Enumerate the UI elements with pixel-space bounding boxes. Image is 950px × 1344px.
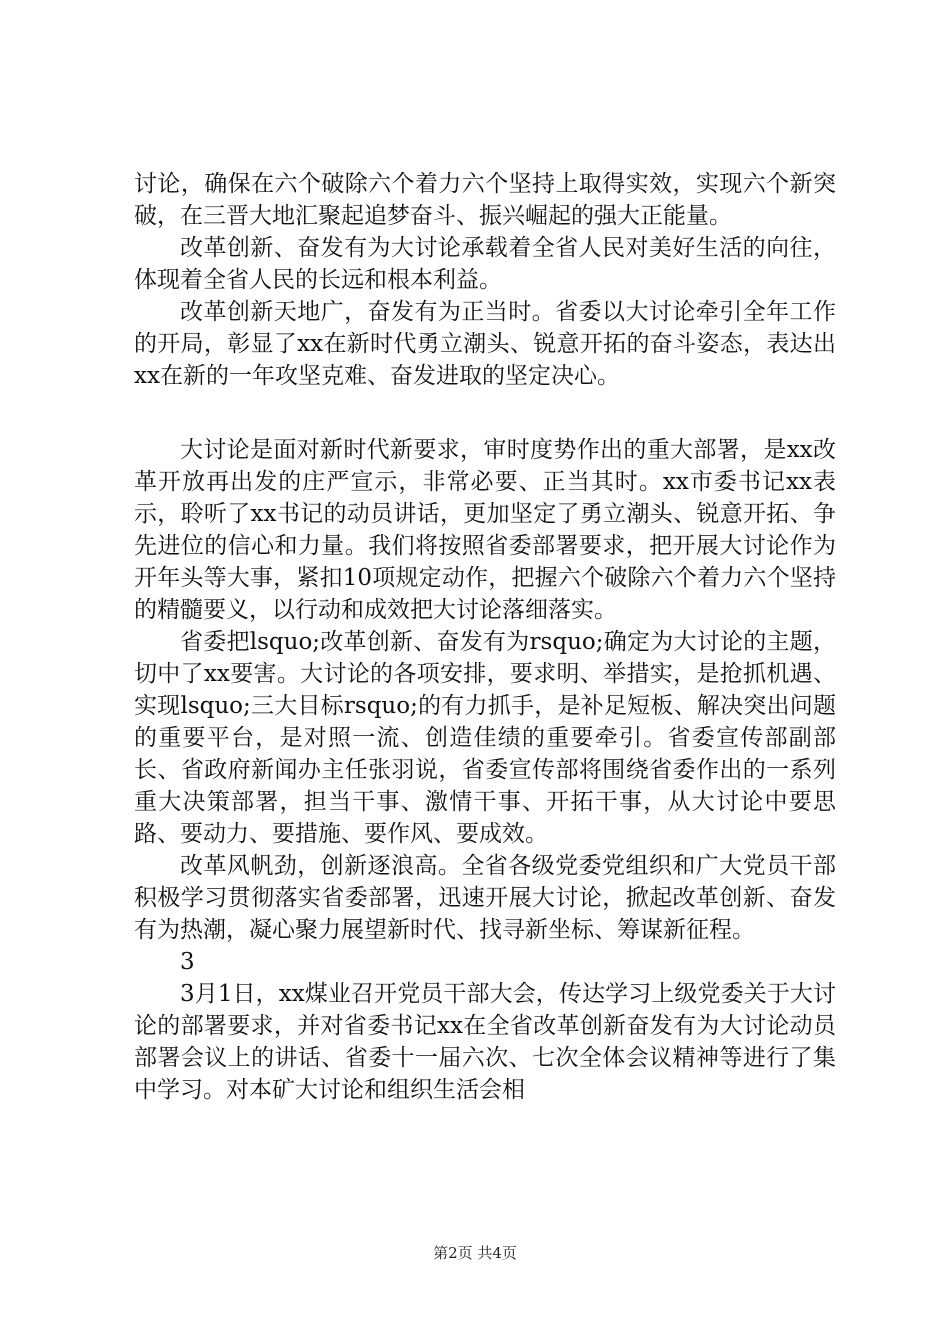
paragraph-6: 改革风帆劲，创新逐浪高。全省各级党委党组织和广大党员干部积极学习贯彻落实省委部署，迅速开展大讨论，掀起改革创新、奋发有为热潮，凝心聚力展望新时代、找寻新坐标、筹谋新征程。 xyxy=(134,853,836,943)
paragraph-8: 3月1日，xx煤业召开党员干部大会，传达学习上级党委关于大讨论的部署要求，并对省委书记xx在全省改革创新奋发有为大讨论动员部署会议上的讲话、省委十一届六次、七次全体会议精神等进行了集中学习。对本矿大讨论和组织生活会相 xyxy=(134,981,836,1103)
page-footer: 第2页 共4页 xyxy=(433,1244,517,1262)
paragraph-5: 省委把lsquo;改革创新、奋发有为rsquo;确定为大讨论的主题，切中了xx要害。大讨论的各项安排，要求明、举措实，是抢抓机遇、实现lsquo;三大目标rsquo;的有力抓手，是补足短板、解决突出问题的重要平台，是对照一流、创造佳绩的重要牵引。省委宣传部副部长、省政府新闻办主任张羽说，省委宣传部将围绕省委作出的一系列重大决策部署，担当干事、激情干事、开拓干事，从大讨论中要思路、要动力、要措施、要作风、要成效。 xyxy=(134,629,836,847)
paragraph-2: 改革创新、奋发有为大讨论承载着全省人民对美好生活的向往，体现着全省人民的长远和根本利益。 xyxy=(134,235,836,293)
paragraph-7: 3 xyxy=(180,949,195,975)
paragraph-4: 大讨论是面对新时代新要求，审时度势作出的重大部署，是xx改革开放再出发的庄严宣示，非常必要、正当其时。xx市委书记xx表示，聆听了xx书记的动员讲话，更加坚定了勇立潮头、锐意开拓、争先进位的信心和力量。我们将按照省委部署要求，把开展大讨论作为开年头等大事，紧扣10项规定动作，把握六个破除六个着力六个坚持的精髓要义，以行动和成效把大讨论落细落实。 xyxy=(134,437,836,623)
paragraph-1: 讨论，确保在六个破除六个着力六个坚持上取得实效，实现六个新突破，在三晋大地汇聚起追梦奋斗、振兴崛起的强大正能量。 xyxy=(134,171,836,229)
document-body xyxy=(134,168,836,1106)
paragraph-3: 改革创新天地广，奋发有为正当时。省委以大讨论牵引全年工作的开局，彰显了xx在新时代勇立潮头、锐意开拓的奋斗姿态，表达出xx在新的一年攻坚克难、奋发进取的坚定决心。 xyxy=(134,299,836,389)
paragraph-gap xyxy=(134,392,836,434)
